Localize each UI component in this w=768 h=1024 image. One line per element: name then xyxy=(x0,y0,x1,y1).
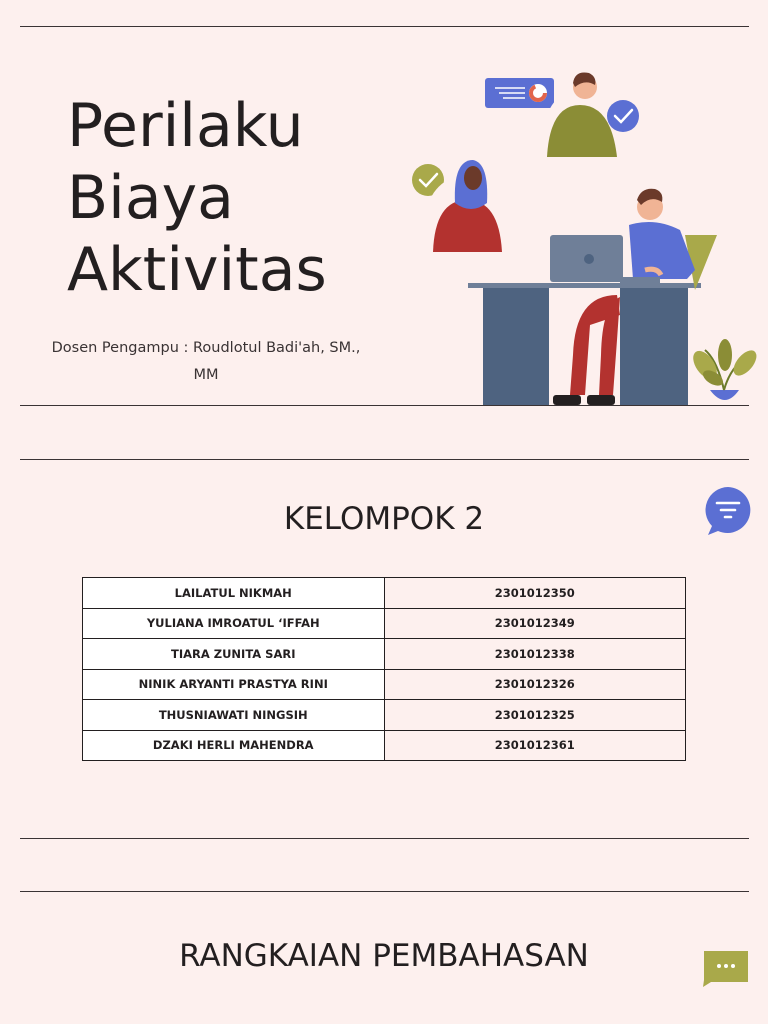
table-row xyxy=(83,608,686,639)
member-name: YULIANA IMROATUL ‘IFFAH xyxy=(83,608,385,639)
chat-more-icon xyxy=(702,950,750,988)
slide2-top-rule xyxy=(20,459,749,460)
member-nim: 2301012326 xyxy=(384,669,686,700)
page-title xyxy=(67,90,327,306)
title-line-2: Biaya xyxy=(67,163,234,233)
filter-icon xyxy=(704,486,752,536)
member-nim: 2301012325 xyxy=(384,700,686,731)
member-name: LAILATUL NIKMAH xyxy=(83,578,385,609)
table-row xyxy=(83,669,686,700)
member-nim: 2301012349 xyxy=(384,608,686,639)
office-worker-illustration xyxy=(405,65,760,410)
member-nim: 2301012361 xyxy=(384,730,686,761)
member-nim: 2301012350 xyxy=(384,578,686,609)
table-row xyxy=(83,639,686,670)
group-heading: KELOMPOK 2 xyxy=(283,501,485,537)
member-name: THUSNIAWATI NINGSIH xyxy=(83,700,385,731)
discussion-heading: RANGKAIAN PEMBAHASAN xyxy=(179,938,589,974)
plant-icon xyxy=(688,339,760,400)
member-name: DZAKI HERLI MAHENDRA xyxy=(83,730,385,761)
check-icon xyxy=(607,100,639,132)
members-table xyxy=(82,577,686,761)
slide2-bottom-rule xyxy=(20,838,749,839)
chart-bubble-icon xyxy=(485,78,554,108)
filter-button[interactable] xyxy=(704,486,752,536)
title-line-3: Aktivitas xyxy=(67,235,327,305)
title-line-1: Perilaku xyxy=(67,91,304,161)
chat-button[interactable] xyxy=(702,950,750,988)
lecturer-line-2: MM xyxy=(193,367,219,383)
member-name: TIARA ZUNITA SARI xyxy=(83,639,385,670)
table-row xyxy=(83,578,686,609)
table-row xyxy=(83,730,686,761)
slide3-top-rule xyxy=(20,891,749,892)
table-row xyxy=(83,700,686,731)
member-name: NINIK ARYANTI PRASTYA RINI xyxy=(83,669,385,700)
lecturer-info xyxy=(20,335,392,389)
lecturer-line-1: Dosen Pengampu : Roudlotul Badi'ah, SM., xyxy=(51,340,361,356)
slide1-bottom-rule xyxy=(20,405,749,406)
member-nim: 2301012338 xyxy=(384,639,686,670)
slide1-top-rule xyxy=(20,26,749,27)
